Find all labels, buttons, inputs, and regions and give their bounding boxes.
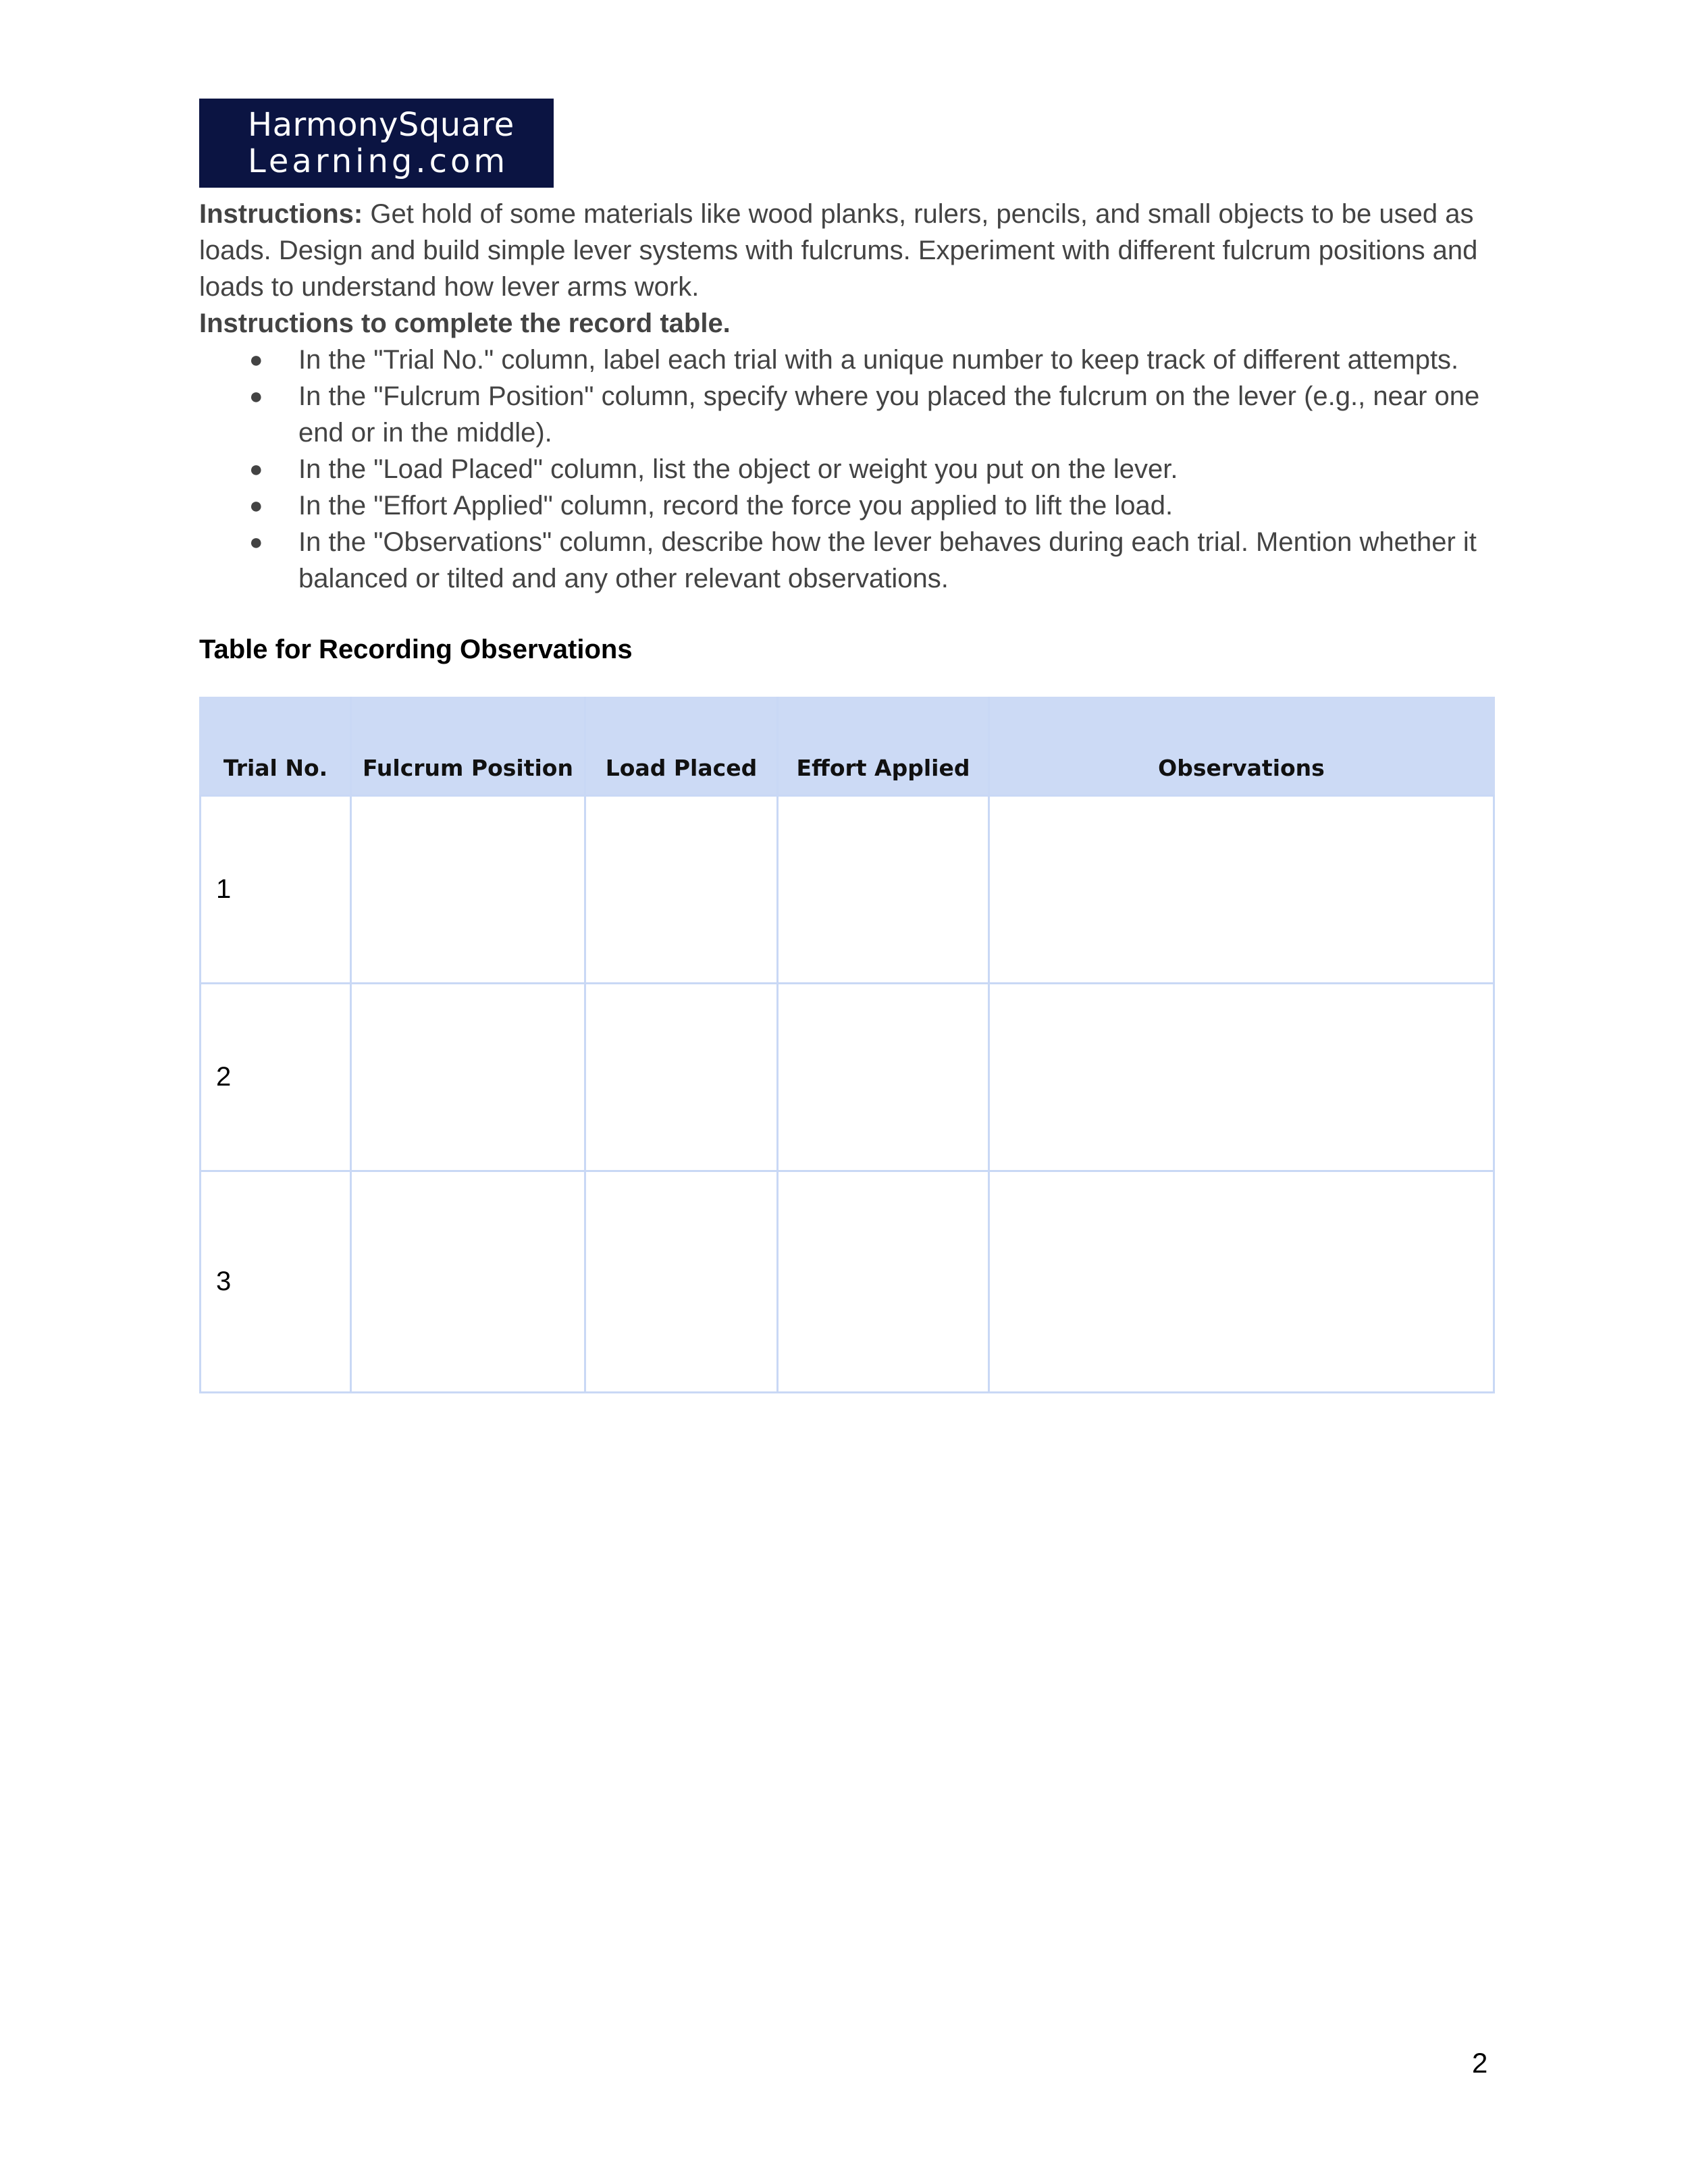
logo [199, 99, 554, 188]
record-instructions-heading: Instructions to complete the record table. [199, 309, 731, 338]
bullet-icon: ● [249, 456, 263, 482]
instructions-paragraph [199, 196, 1496, 305]
cell-observations[interactable] [989, 1171, 1494, 1393]
logo-line-1: HarmonySquare [248, 106, 515, 144]
bullet-icon: ● [249, 383, 263, 409]
list-item: ● In the "Trial No." column, label each trial with a unique number to keep track of different attempts. [199, 342, 1496, 378]
header-observations: Observations [989, 698, 1494, 796]
cell-trial-no[interactable]: 1 [201, 796, 351, 984]
page-number: 2 [1472, 2047, 1488, 2079]
cell-observations[interactable] [989, 984, 1494, 1171]
table-title: Table for Recording Observations [199, 635, 633, 664]
logo-line-2: Learning.com [248, 142, 509, 180]
cell-effort-applied[interactable] [778, 984, 989, 1171]
cell-observations[interactable] [989, 796, 1494, 984]
cell-fulcrum-position[interactable] [351, 984, 585, 1171]
cell-load-placed[interactable] [585, 1171, 778, 1393]
cell-trial-no[interactable]: 3 [201, 1171, 351, 1393]
bullet-icon: ● [249, 493, 263, 518]
instructions-label: Instructions: [199, 199, 363, 229]
header-fulcrum-position: Fulcrum Position [351, 698, 585, 796]
header-load-placed: Load Placed [585, 698, 778, 796]
instructions-section [199, 196, 1496, 597]
cell-effort-applied[interactable] [778, 1171, 989, 1393]
cell-trial-no[interactable]: 2 [201, 984, 351, 1171]
bullet-icon: ● [249, 347, 263, 373]
table-row [201, 1171, 1494, 1393]
cell-fulcrum-position[interactable] [351, 1171, 585, 1393]
header-effort-applied: Effort Applied [778, 698, 989, 796]
instructions-text: Get hold of some materials like wood planks, rulers, pencils, and small objects to be used as loads. Design and build simple lever systems with fulcrums. Experiment with different fulcrum positions and loads to understand how lever arms work. [199, 199, 1478, 302]
cell-load-placed[interactable] [585, 984, 778, 1171]
list-item: ● In the "Fulcrum Position" column, specify where you placed the fulcrum on the lever (e.g., near one end or in the middle). [199, 378, 1496, 451]
table-row [201, 796, 1494, 984]
list-item: ● In the "Effort Applied" column, record the force you applied to lift the load. [199, 487, 1496, 524]
header-trial-no: Trial No. [201, 698, 351, 796]
bullet-icon: ● [249, 529, 263, 555]
record-instructions-list [199, 342, 1496, 597]
observations-table [199, 697, 1495, 1393]
list-item: ● In the "Observations" column, describe how the lever behaves during each trial. Mention whether it balanced or tilted and any other relevant observations. [199, 524, 1496, 597]
table-row [201, 984, 1494, 1171]
table-header-row [201, 698, 1494, 796]
cell-load-placed[interactable] [585, 796, 778, 984]
list-item: ● In the "Load Placed" column, list the object or weight you put on the lever. [199, 451, 1496, 487]
cell-effort-applied[interactable] [778, 796, 989, 984]
cell-fulcrum-position[interactable] [351, 796, 585, 984]
